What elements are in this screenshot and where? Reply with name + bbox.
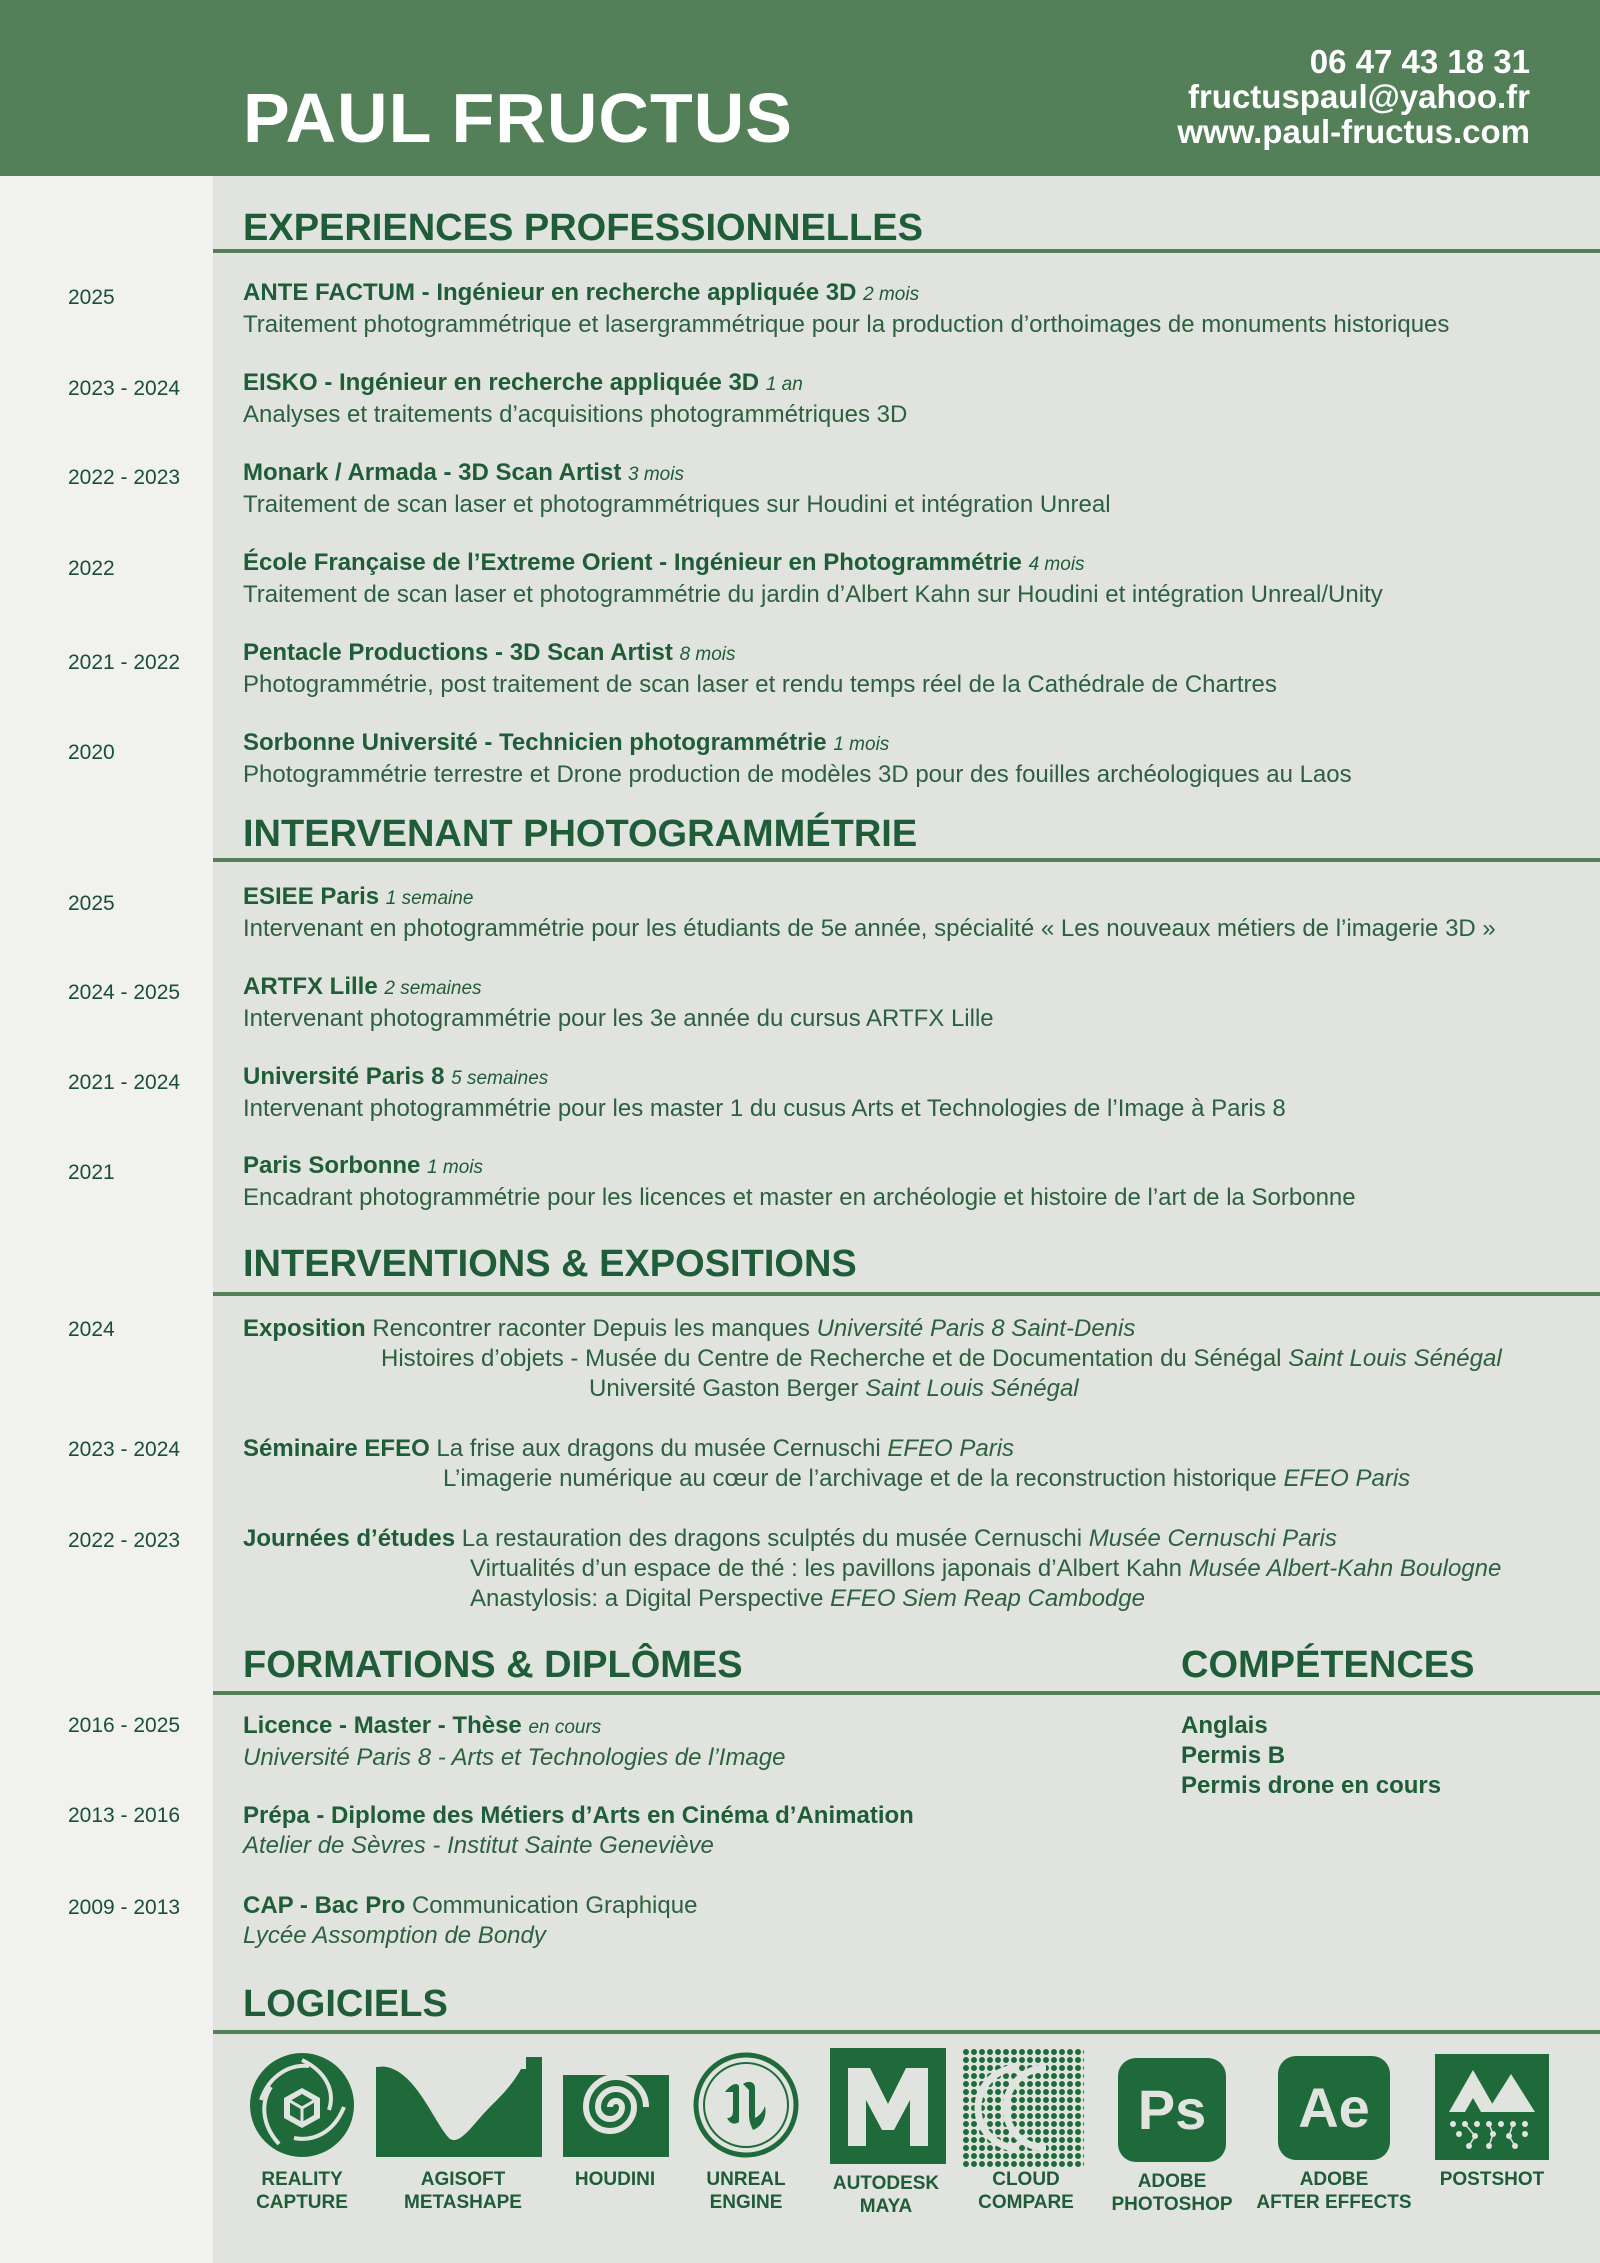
exp-entry bbox=[243, 278, 1449, 340]
event-line bbox=[470, 1554, 1501, 1584]
event-line bbox=[243, 1434, 1014, 1464]
teaching-title: ESIEE Paris bbox=[243, 883, 380, 910]
unreal-engine-icon bbox=[693, 2052, 799, 2158]
exp-title: EISKO - Ingénieur en recherche appliquée 3D bbox=[243, 369, 760, 396]
event-date: 2023 - 2024 bbox=[68, 1438, 181, 1461]
teaching-entry bbox=[243, 882, 1496, 944]
event-place: Université Paris 8 Saint-Denis bbox=[816, 1315, 1136, 1342]
houdini-icon bbox=[563, 2057, 669, 2157]
exp-entry bbox=[243, 548, 1383, 610]
teaching-duration: 1 mois bbox=[427, 1157, 484, 1178]
event-line bbox=[589, 1374, 1079, 1404]
software-label: MAYA bbox=[859, 2196, 913, 2217]
edu-status: en cours bbox=[528, 1717, 602, 1738]
event-place: Musée Albert-Kahn Boulogne bbox=[1188, 1555, 1502, 1582]
teaching-date: 2021 - 2024 bbox=[68, 1071, 181, 1094]
exp-entry bbox=[243, 368, 907, 430]
adobe-photoshop-icon: Ps bbox=[1118, 2058, 1226, 2162]
exp-description: Traitement de scan laser et photogrammétrie du jardin d’Albert Kahn sur Houdini et intégration Unreal/Unity bbox=[243, 581, 1383, 608]
exp-description: Photogrammétrie, post traitement de scan laser et rendu temps réel de la Cathédrale de Chartres bbox=[243, 671, 1277, 698]
exp-date: 2025 bbox=[68, 286, 115, 309]
event-type: Séminaire EFEO bbox=[243, 1435, 430, 1462]
teaching-title: Paris Sorbonne bbox=[243, 1152, 421, 1179]
exp-duration: 1 mois bbox=[833, 734, 890, 755]
event-title: Université Gaston Berger bbox=[589, 1375, 859, 1402]
section-rule bbox=[213, 1691, 1600, 1695]
event-place: Saint Louis Sénégal bbox=[865, 1375, 1079, 1402]
edu-school: Atelier de Sèvres - Institut Sainte Geneviève bbox=[243, 1832, 714, 1859]
teaching-duration: 1 semaine bbox=[385, 888, 474, 909]
edu-entry bbox=[243, 1711, 785, 1773]
teaching-description: Intervenant en photogrammétrie pour les étudiants de 5e année, spécialité « Les nouveaux métiers de l’imagerie 3D » bbox=[243, 915, 1496, 942]
event-title: La frise aux dragons du musée Cernuschi bbox=[436, 1435, 881, 1462]
event-line bbox=[443, 1464, 1410, 1494]
section-title-skills: COMPÉTENCES bbox=[1181, 1644, 1475, 1686]
exp-title: ANTE FACTUM - Ingénieur en recherche appliquée 3D bbox=[243, 279, 857, 306]
section-rule bbox=[213, 858, 1600, 862]
software-label: REALITY bbox=[261, 2169, 343, 2190]
adobe-after-effects-icon: Ae bbox=[1278, 2056, 1390, 2160]
skill-item: Anglais bbox=[1181, 1712, 1268, 1739]
software-label: COMPARE bbox=[978, 2192, 1074, 2213]
event-date: 2024 bbox=[68, 1318, 115, 1341]
exp-duration: 2 mois bbox=[863, 284, 920, 305]
teaching-duration: 2 semaines bbox=[384, 978, 482, 999]
person-name: PAUL FRUCTUS bbox=[243, 79, 793, 157]
edu-school: Lycée Assomption de Bondy bbox=[243, 1922, 546, 1949]
section-title-software: LOGICIELS bbox=[243, 1983, 448, 2025]
exp-duration: 3 mois bbox=[628, 464, 684, 485]
exp-entry bbox=[243, 638, 1277, 700]
teaching-title: Université Paris 8 bbox=[243, 1063, 445, 1090]
exp-description: Traitement photogrammétrique et lasergrammétrique pour la production d’orthoimages de monuments historiques bbox=[243, 311, 1450, 338]
software-label: CAPTURE bbox=[256, 2192, 348, 2213]
teaching-duration: 5 semaines bbox=[451, 1068, 549, 1089]
software-label: AFTER EFFECTS bbox=[1256, 2192, 1412, 2213]
exp-duration: 8 mois bbox=[679, 644, 736, 665]
section-rule bbox=[213, 2030, 1600, 2034]
section-title-teaching: INTERVENANT PHOTOGRAMMÉTRIE bbox=[243, 813, 918, 855]
software-label: POSTSHOT bbox=[1439, 2169, 1545, 2190]
section-rule bbox=[213, 1292, 1600, 1296]
exp-description: Photogrammétrie terrestre et Drone production de modèles 3D pour des fouilles archéologiques au Laos bbox=[243, 761, 1352, 788]
skill-item: Permis drone en cours bbox=[1181, 1772, 1442, 1799]
exp-description: Analyses et traitements d’acquisitions photogrammétriques 3D bbox=[243, 401, 908, 428]
event-place: Saint Louis Sénégal bbox=[1288, 1345, 1502, 1372]
exp-title: Monark / Armada - 3D Scan Artist bbox=[243, 459, 622, 486]
event-line bbox=[243, 1314, 1135, 1344]
teaching-entry bbox=[243, 1062, 1286, 1124]
teaching-entry bbox=[243, 972, 994, 1034]
section-title-experience: EXPERIENCES PROFESSIONNELLES bbox=[243, 207, 923, 249]
edu-title: Prépa - Diplome des Métiers d’Arts en Cinéma d’Animation bbox=[243, 1802, 914, 1829]
event-title: Rencontrer raconter Depuis les manques bbox=[372, 1315, 810, 1342]
exp-date: 2023 - 2024 bbox=[68, 377, 181, 400]
event-title: Virtualités d’un espace de thé : les pavillons japonais d’Albert Kahn bbox=[470, 1555, 1183, 1582]
software-label: AGISOFT bbox=[420, 2169, 506, 2190]
exp-title: Sorbonne Université - Technicien photogrammétrie bbox=[243, 729, 827, 756]
email-address: fructuspaul@yahoo.fr bbox=[1187, 78, 1530, 115]
skills-list bbox=[1181, 1711, 1441, 1801]
skill-item: Permis B bbox=[1181, 1742, 1286, 1769]
event-title: Anastylosis: a Digital Perspective bbox=[470, 1585, 824, 1612]
teaching-description: Encadrant photogrammétrie pour les licences et master en archéologie et histoire de l’art de la Sorbonne bbox=[243, 1184, 1356, 1211]
event-place: EFEO Paris bbox=[887, 1435, 1015, 1462]
teaching-description: Intervenant photogrammétrie pour les master 1 du cusus Arts et Technologies de l’Image à Paris 8 bbox=[243, 1095, 1286, 1122]
software-label: HOUDINI bbox=[574, 2169, 656, 2190]
section-rule bbox=[213, 249, 1600, 253]
event-title: L’imagerie numérique au cœur de l’archivage et de la reconstruction historique bbox=[443, 1465, 1277, 1492]
teaching-description: Intervenant photogrammétrie pour les 3e année du cursus ARTFX Lille bbox=[243, 1005, 994, 1032]
software-label: AUTODESK bbox=[832, 2173, 940, 2194]
teaching-title: ARTFX Lille bbox=[243, 973, 378, 1000]
event-place: EFEO Siem Reap Cambodge bbox=[830, 1585, 1145, 1612]
exp-duration: 4 mois bbox=[1028, 554, 1085, 575]
agisoft-metashape-icon bbox=[376, 2057, 542, 2157]
edu-entry bbox=[243, 1801, 914, 1861]
teaching-date: 2024 - 2025 bbox=[68, 981, 181, 1004]
contact-block bbox=[1177, 44, 1530, 149]
exp-date: 2021 - 2022 bbox=[68, 651, 181, 674]
exp-entry bbox=[243, 458, 1111, 520]
website-link[interactable]: www.paul-fructus.com bbox=[1177, 113, 1530, 150]
edu-date: 2009 - 2013 bbox=[68, 1896, 181, 1919]
exp-date: 2022 bbox=[68, 557, 115, 580]
edu-date: 2013 - 2016 bbox=[68, 1804, 181, 1827]
edu-field: Communication Graphique bbox=[411, 1892, 698, 1919]
autodesk-maya-icon bbox=[830, 2048, 946, 2164]
exp-description: Traitement de scan laser et photogrammétriques sur Houdini et intégration Unreal bbox=[243, 491, 1111, 518]
software-label: ADOBE bbox=[1299, 2169, 1369, 2190]
event-place: EFEO Paris bbox=[1283, 1465, 1411, 1492]
postshot-icon bbox=[1435, 2054, 1549, 2160]
software-label: CLOUD bbox=[992, 2169, 1060, 2190]
event-date: 2022 - 2023 bbox=[68, 1529, 181, 1552]
event-line bbox=[381, 1344, 1502, 1374]
event-place: Musée Cernuschi Paris bbox=[1088, 1525, 1337, 1552]
teaching-date: 2025 bbox=[68, 892, 115, 915]
teaching-date: 2021 bbox=[68, 1161, 115, 1184]
section-title-education: FORMATIONS & DIPLÔMES bbox=[243, 1644, 743, 1686]
edu-date: 2016 - 2025 bbox=[68, 1714, 181, 1737]
event-line bbox=[470, 1584, 1145, 1614]
event-title: Histoires d’objets - Musée du Centre de Recherche et de Documentation du Sénégal bbox=[381, 1345, 1282, 1372]
exp-entry bbox=[243, 728, 1352, 790]
software-label: PHOTOSHOP bbox=[1111, 2194, 1233, 2215]
edu-school: Université Paris 8 - Arts et Technologies de l’Image bbox=[243, 1744, 786, 1771]
edu-title: CAP - Bac Pro bbox=[243, 1892, 406, 1919]
event-title: La restauration des dragons sculptés du musée Cernuschi bbox=[461, 1525, 1083, 1552]
software-label: ENGINE bbox=[709, 2192, 783, 2213]
teaching-entry bbox=[243, 1151, 1356, 1213]
edu-entry bbox=[243, 1891, 697, 1951]
edu-title: Licence - Master - Thèse bbox=[243, 1712, 522, 1739]
exp-date: 2022 - 2023 bbox=[68, 466, 181, 489]
exp-title: École Française de l’Extreme Orient - Ingénieur en Photogrammétrie bbox=[243, 549, 1022, 576]
event-line bbox=[243, 1524, 1337, 1554]
software-label: UNREAL bbox=[706, 2169, 786, 2190]
software-label: METASHAPE bbox=[404, 2192, 522, 2213]
exp-title: Pentacle Productions - 3D Scan Artist bbox=[243, 639, 673, 666]
event-type: Exposition bbox=[243, 1315, 366, 1342]
event-type: Journées d’études bbox=[243, 1525, 456, 1552]
exp-duration: 1 an bbox=[765, 374, 803, 395]
software-label: ADOBE bbox=[1137, 2171, 1207, 2192]
cloudcompare-icon bbox=[962, 2048, 1084, 2168]
exp-date: 2020 bbox=[68, 741, 115, 764]
reality-capture-icon bbox=[249, 2052, 355, 2158]
phone-number: 06 47 43 18 31 bbox=[1309, 43, 1530, 80]
section-title-events: INTERVENTIONS & EXPOSITIONS bbox=[243, 1243, 857, 1285]
